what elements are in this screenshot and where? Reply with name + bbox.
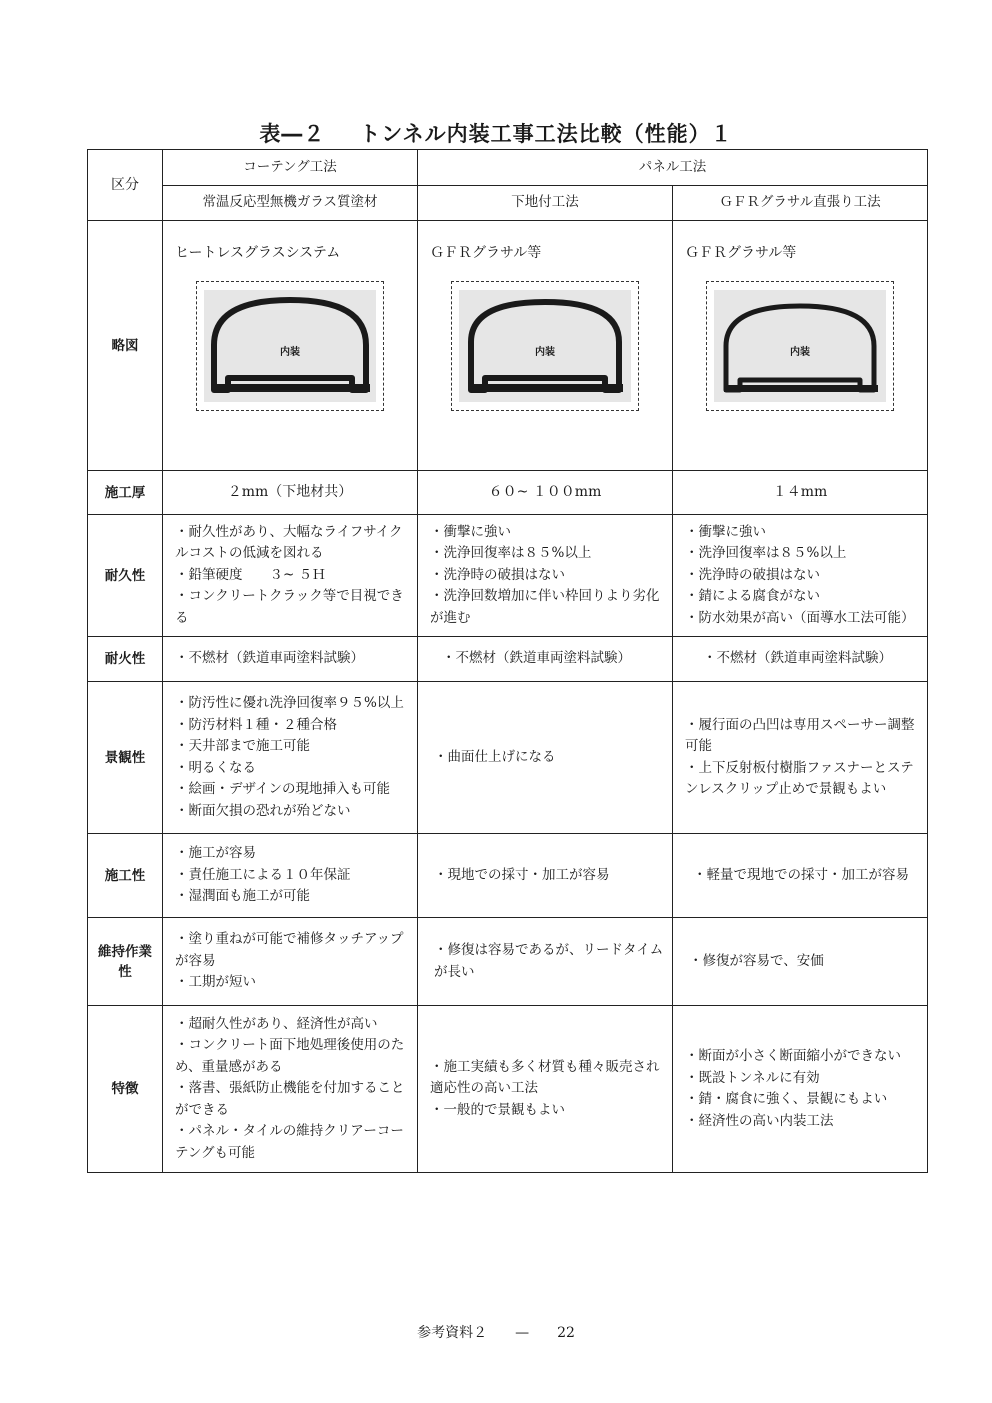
sketch-row — [88, 221, 928, 471]
list-item: ・衝撃に強い — [685, 523, 766, 540]
sketch-inner-label: 内装 — [280, 347, 300, 358]
features-cell-2 — [418, 1006, 673, 1173]
list-item: ・責任施工による１０年保証 — [175, 866, 351, 883]
sketch-cell-3 — [673, 221, 928, 471]
fire-cell-1 — [163, 637, 418, 682]
table-title: トンネル内装工事工法比較（性能）１ — [359, 122, 733, 146]
sketch-cell-2 — [418, 221, 673, 471]
sketch-inner-label: 内装 — [790, 347, 810, 358]
durability-cell-2 — [418, 515, 673, 637]
panel-method-header: パネル工法 — [418, 150, 928, 186]
list-item: ・不燃材（鉄道車両塗料試験） — [703, 650, 892, 667]
sketch-caption-2: ＧＦＲグラサル等 — [430, 245, 542, 261]
list-item: ・現地での採寸・加工が容易 — [434, 866, 610, 883]
tunnel-cross-section-image — [459, 290, 631, 402]
maintenance-row — [88, 918, 928, 1006]
thickness-row — [88, 471, 928, 515]
list-item: ・施工実績も多く材質も種々販売され適応性の高い工法 — [430, 1058, 660, 1097]
maintenance-cell-1 — [163, 918, 418, 1006]
list-item: ・防水効果が高い（面導水工法可能） — [685, 609, 915, 626]
features-row — [88, 1006, 928, 1173]
method-header-3: ＧＦＲグラサル直張り工法 — [673, 186, 928, 221]
durability-row — [88, 515, 928, 637]
list-item: ・断面欠損の恐れが殆どない — [175, 802, 351, 819]
appearance-cell-3 — [673, 682, 928, 834]
sketch-frame-3 — [706, 281, 894, 411]
list-item: ・防汚材料１種・２種合格 — [175, 716, 337, 733]
thickness-value-3: １４mm — [673, 471, 928, 515]
durability-label: 耐久性 — [88, 515, 163, 637]
list-item: ・経済性の高い内装工法 — [685, 1112, 834, 1129]
list-item: ・落書、張紙防止機能を付加することができる — [175, 1080, 405, 1118]
list-item: ・絵画・デザインの現地挿入も可能 — [175, 781, 391, 797]
table-number: 表―２ — [259, 122, 326, 146]
list-item: ・天井部まで施工可能 — [175, 738, 310, 754]
list-item: ・洗浄回数増加に伴い枠回りより劣化が進む — [430, 588, 660, 626]
list-item: ・コンクリート面下地処理後使用のため、重量感がある — [175, 1037, 405, 1075]
list-item: ・超耐久性があり、経済性が高い — [175, 1015, 378, 1032]
tunnel-cross-section-image — [204, 290, 376, 402]
workability-row — [88, 834, 928, 918]
list-item: ・湿潤面も施工が可能 — [175, 888, 310, 905]
fire-cell-3 — [673, 637, 928, 682]
thickness-label: 施工厚 — [88, 471, 163, 515]
list-item: ・明るくなる — [175, 759, 256, 776]
appearance-cell-2 — [418, 682, 673, 834]
category-header: 区分 — [88, 150, 163, 221]
thickness-value-1: ２mm（下地材共） — [163, 471, 418, 515]
sketch-frame-1 — [196, 281, 384, 411]
fire-cell-2 — [418, 637, 673, 682]
sketch-caption-3: ＧＦＲグラサル等 — [685, 245, 797, 261]
durability-cell-1 — [163, 515, 418, 637]
list-item: ・履行面の凸凹は専用スペーサー調整可能 — [685, 716, 915, 754]
appearance-cell-1 — [163, 682, 418, 834]
appearance-label: 景観性 — [88, 682, 163, 834]
header-row-2 — [88, 186, 928, 221]
list-item: ・一般的で景観もよい — [430, 1101, 565, 1118]
fire-row — [88, 637, 928, 682]
coating-method-header: コーテング工法 — [163, 150, 418, 186]
maintenance-cell-2 — [418, 918, 673, 1006]
list-item: ・洗浄時の破損はない — [685, 566, 820, 583]
list-item: ・防汚性に優れ洗浄回復率９５%以上 — [175, 695, 404, 711]
method-header-1: 常温反応型無機ガラス質塗材 — [163, 186, 418, 221]
sketch-label: 略図 — [88, 221, 163, 471]
sketch-caption-1: ヒートレスグラスシステム — [175, 245, 341, 261]
list-item: ・上下反射板付樹脂ファスナーとステンレスクリップ止めで景観もよい — [685, 759, 914, 797]
page-title — [0, 118, 992, 148]
sketch-inner-label: 内装 — [535, 347, 555, 358]
workability-cell-3 — [673, 834, 928, 918]
header-row-1 — [88, 150, 928, 186]
list-item: ・洗浄回復率は８５%以上 — [430, 545, 592, 562]
features-label: 特徴 — [88, 1006, 163, 1173]
list-item: ・耐久性があり、大幅なライフサイクルコストの低減を図れる — [175, 523, 403, 562]
workability-cell-1 — [163, 834, 418, 918]
page-number: 22 — [557, 1325, 575, 1341]
list-item: ・塗り重ねが可能で補修タッチアップが容易 — [175, 931, 404, 969]
thickness-value-2: ６０~ １００mm — [418, 471, 673, 515]
comparison-table — [87, 149, 928, 1173]
list-item: ・施工が容易 — [175, 845, 256, 862]
list-item: ・曲面仕上げになる — [434, 748, 556, 765]
method-header-2: 下地付工法 — [418, 186, 673, 221]
footer-label: 参考資料２ — [417, 1325, 488, 1341]
list-item: ・工期が短い — [175, 974, 256, 991]
footer-dash: — — [515, 1325, 530, 1341]
list-item: ・修復は容易であるが、リードタイムが長い — [434, 942, 664, 980]
list-item: ・パネル・タイルの維持クリアーコーテングも可能 — [175, 1123, 404, 1161]
workability-label: 施工性 — [88, 834, 163, 918]
list-item: ・コンクリートクラック等で目視できる — [175, 588, 404, 626]
sketch-cell-1 — [163, 221, 418, 471]
list-item: ・断面が小さく断面縮小ができない — [685, 1048, 901, 1064]
list-item: ・洗浄回復率は８５%以上 — [685, 545, 847, 562]
features-cell-1 — [163, 1006, 418, 1173]
maintenance-label: 維持作業性 — [88, 918, 163, 1006]
durability-cell-3 — [673, 515, 928, 637]
list-item: ・既設トンネルに有効 — [685, 1069, 820, 1086]
fire-label: 耐火性 — [88, 637, 163, 682]
maintenance-cell-3 — [673, 918, 928, 1006]
page-footer — [0, 1322, 992, 1342]
list-item: ・修復が容易で、安価 — [689, 952, 824, 969]
list-item: ・洗浄時の破損はない — [430, 566, 565, 583]
features-cell-3 — [673, 1006, 928, 1173]
workability-cell-2 — [418, 834, 673, 918]
list-item: ・錆による腐食がない — [685, 588, 820, 605]
sketch-frame-2 — [451, 281, 639, 411]
list-item: ・軽量で現地での採寸・加工が容易 — [693, 866, 909, 883]
tunnel-cross-section-image — [714, 290, 886, 402]
list-item: ・不燃材（鉄道車両塗料試験） — [442, 650, 631, 667]
appearance-row — [88, 682, 928, 834]
list-item: ・不燃材（鉄道車両塗料試験） — [175, 650, 364, 667]
list-item: ・衝撃に強い — [430, 523, 511, 540]
list-item: ・錆・腐食に強く、景観にもよい — [685, 1091, 888, 1107]
list-item: ・鉛筆硬度 ３~ ５Ｈ — [175, 566, 326, 583]
